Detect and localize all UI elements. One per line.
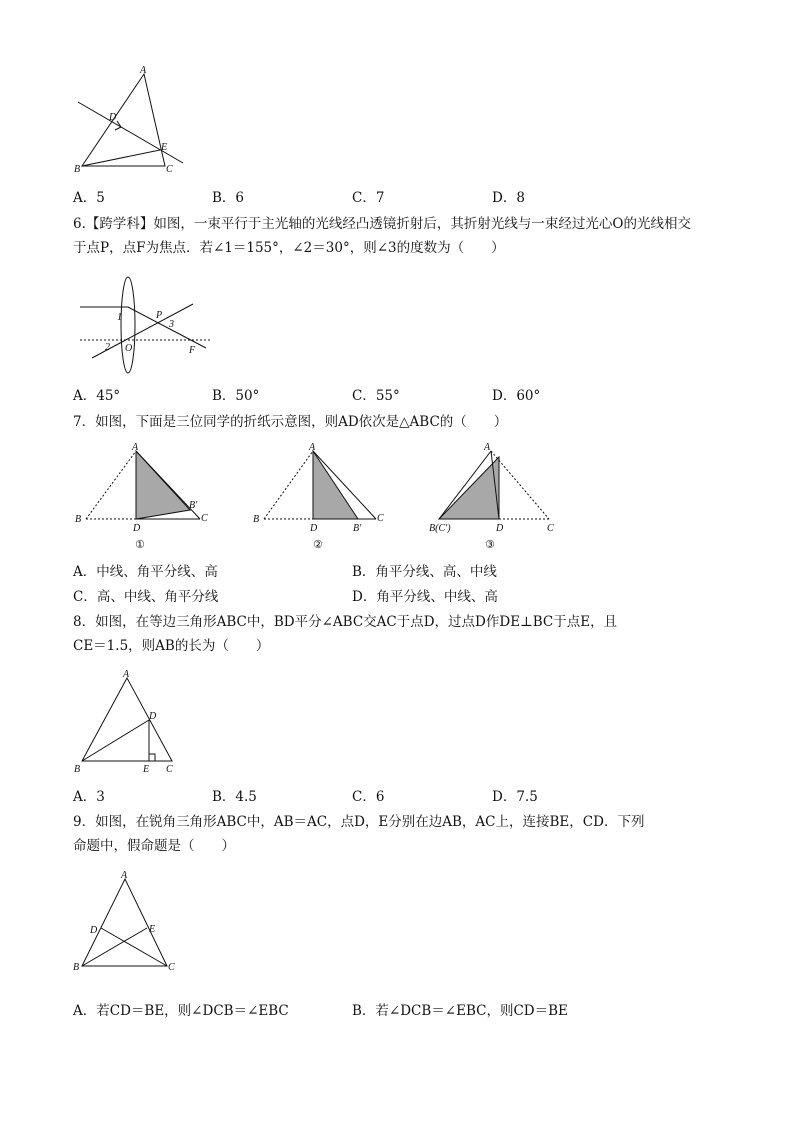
q6-label-o: O	[125, 343, 133, 354]
q6-lens-figure	[72, 270, 217, 380]
q8-equilateral-triangle	[82, 678, 172, 761]
q9-label-e: E	[149, 924, 156, 935]
q6-angle-2: 2	[105, 342, 110, 353]
q5-option-d[interactable]: D．8	[492, 190, 525, 206]
q8-question-line1: 8．如图，在等边三角形ABC中，BD平分∠ABC交AC于点D，过点D作DE⊥BC于点E，且	[73, 614, 618, 630]
q5-option-c[interactable]: C．7	[352, 190, 385, 206]
q6-question-line2: 于点P，点F为焦点．若∠1＝155°，∠2＝30°，则∠3的度数为（ ）	[73, 240, 505, 256]
q7-fold-figure-1	[70, 440, 215, 555]
q7-f2-dashed-ab	[264, 451, 313, 519]
q6-convex-lens	[121, 277, 135, 373]
q7-f1-dashed-ab	[86, 451, 136, 519]
q9-option-b[interactable]: B．若∠DCB＝∠EBC，则CD＝BE	[352, 1003, 568, 1019]
q8-label-e: E	[143, 764, 150, 775]
q6-angle-3: 3	[169, 319, 174, 330]
q8-option-b[interactable]: B．4.5	[212, 789, 257, 805]
q7-f3-dashed-ac	[491, 451, 549, 519]
q8-label-c: C	[166, 764, 173, 775]
q7-option-a[interactable]: A．中线、角平分线、高	[73, 564, 218, 580]
q8-label-d: D	[149, 711, 157, 722]
q7-f3-label-d: D	[496, 523, 504, 534]
q8-label-a: A	[123, 669, 130, 680]
q7-f3-label-a: A	[484, 442, 491, 453]
q6-option-b[interactable]: B．50°	[212, 388, 260, 404]
q8-label-b: B	[74, 764, 81, 775]
q6-option-a[interactable]: A．45°	[73, 388, 121, 404]
q9-label-c: C	[168, 962, 175, 973]
q7-f1-label-b: B	[75, 514, 82, 525]
q5-option-b[interactable]: B．6	[212, 190, 245, 206]
q8-figure	[70, 665, 200, 780]
q7-f2-caption: ②	[313, 538, 323, 551]
q6-option-c[interactable]: C．55°	[352, 388, 400, 404]
q9-label-a: A	[121, 870, 128, 881]
q7-f1-label-a: A	[132, 442, 139, 453]
q8-option-a[interactable]: A．3	[73, 789, 105, 805]
q7-f3-shaded-fold	[439, 457, 499, 519]
q8-question-line2: CE＝1.5，则AB的长为（ ）	[73, 638, 270, 654]
q6-option-d[interactable]: D．60°	[492, 388, 541, 404]
q6-angle-1: 1	[117, 312, 122, 323]
q9-question-line1: 9．如图，在锐角三角形ABC中，AB＝AC，点D，E分别在边AB，AC上，连接BE，CD．下列	[73, 814, 645, 830]
q5-triangle	[82, 74, 168, 166]
q5-perpendicular-line	[78, 102, 183, 163]
q7-fold-figure-2	[248, 440, 393, 555]
q5-label-e: E	[161, 142, 168, 153]
q7-f1-label-d: D	[133, 523, 141, 534]
q7-f3-caption: ③	[485, 538, 495, 551]
q9-option-a[interactable]: A．若CD＝BE，则∠DCB＝∠EBC	[73, 1003, 289, 1019]
q7-option-c[interactable]: C．高、中线、角平分线	[73, 589, 219, 605]
q9-segment-cd	[101, 928, 167, 966]
q7-f1-shaded-fold	[136, 451, 190, 519]
q5-segment-be	[82, 150, 160, 166]
q7-f1-label-bprime: B′	[189, 500, 198, 511]
q9-isosceles-triangle	[82, 879, 167, 966]
q6-label-p: P	[156, 310, 163, 321]
q7-option-b[interactable]: B．角平分线、高、中线	[352, 564, 497, 580]
q7-f3-label-bc: B(C′)	[429, 523, 451, 534]
q7-f1-label-c: C	[201, 513, 208, 524]
q5-figure	[70, 62, 200, 182]
q9-label-b: B	[73, 962, 80, 973]
q5-label-d: D	[109, 112, 117, 123]
q5-label-c: C	[166, 164, 173, 175]
q7-fold-figure-3	[425, 440, 570, 555]
q7-option-d[interactable]: D．角平分线、中线、高	[352, 589, 498, 605]
q7-f2-label-c: C	[377, 513, 384, 524]
q5-label-b: B	[74, 164, 81, 175]
q7-f2-label-d: D	[310, 523, 318, 534]
q8-bisector-bd	[82, 720, 149, 761]
q9-figure	[70, 866, 185, 981]
q6-parallel-ray	[80, 307, 206, 348]
q9-question-line2: 命题中，假命题是（ ）	[73, 838, 235, 854]
q8-option-c[interactable]: C．6	[352, 789, 385, 805]
q5-label-a: A	[140, 65, 147, 76]
q7-f2-label-a: A	[309, 442, 316, 453]
q7-f3-label-c: C	[547, 523, 554, 534]
q9-label-d: D	[90, 925, 98, 936]
q6-question-line1: 6.【跨学科】如图，一束平行于主光轴的光线经凸透镜折射后，其折射光线与一束经过光心O的光线相交	[73, 216, 691, 232]
q5-option-a[interactable]: A．5	[73, 190, 105, 206]
q7-question-line1: 7．如图，下面是三位同学的折纸示意图，则AD依次是△ABC的（ ）	[73, 414, 508, 430]
q7-f2-shaded-fold	[313, 451, 358, 519]
q8-right-angle-mark	[149, 754, 155, 761]
q8-option-d[interactable]: D．7.5	[492, 789, 538, 805]
q7-f1-caption: ①	[135, 538, 145, 551]
q7-f2-label-bprime: B′	[353, 523, 362, 534]
q7-f2-label-b: B	[253, 514, 260, 525]
q6-label-f: F	[189, 345, 196, 356]
